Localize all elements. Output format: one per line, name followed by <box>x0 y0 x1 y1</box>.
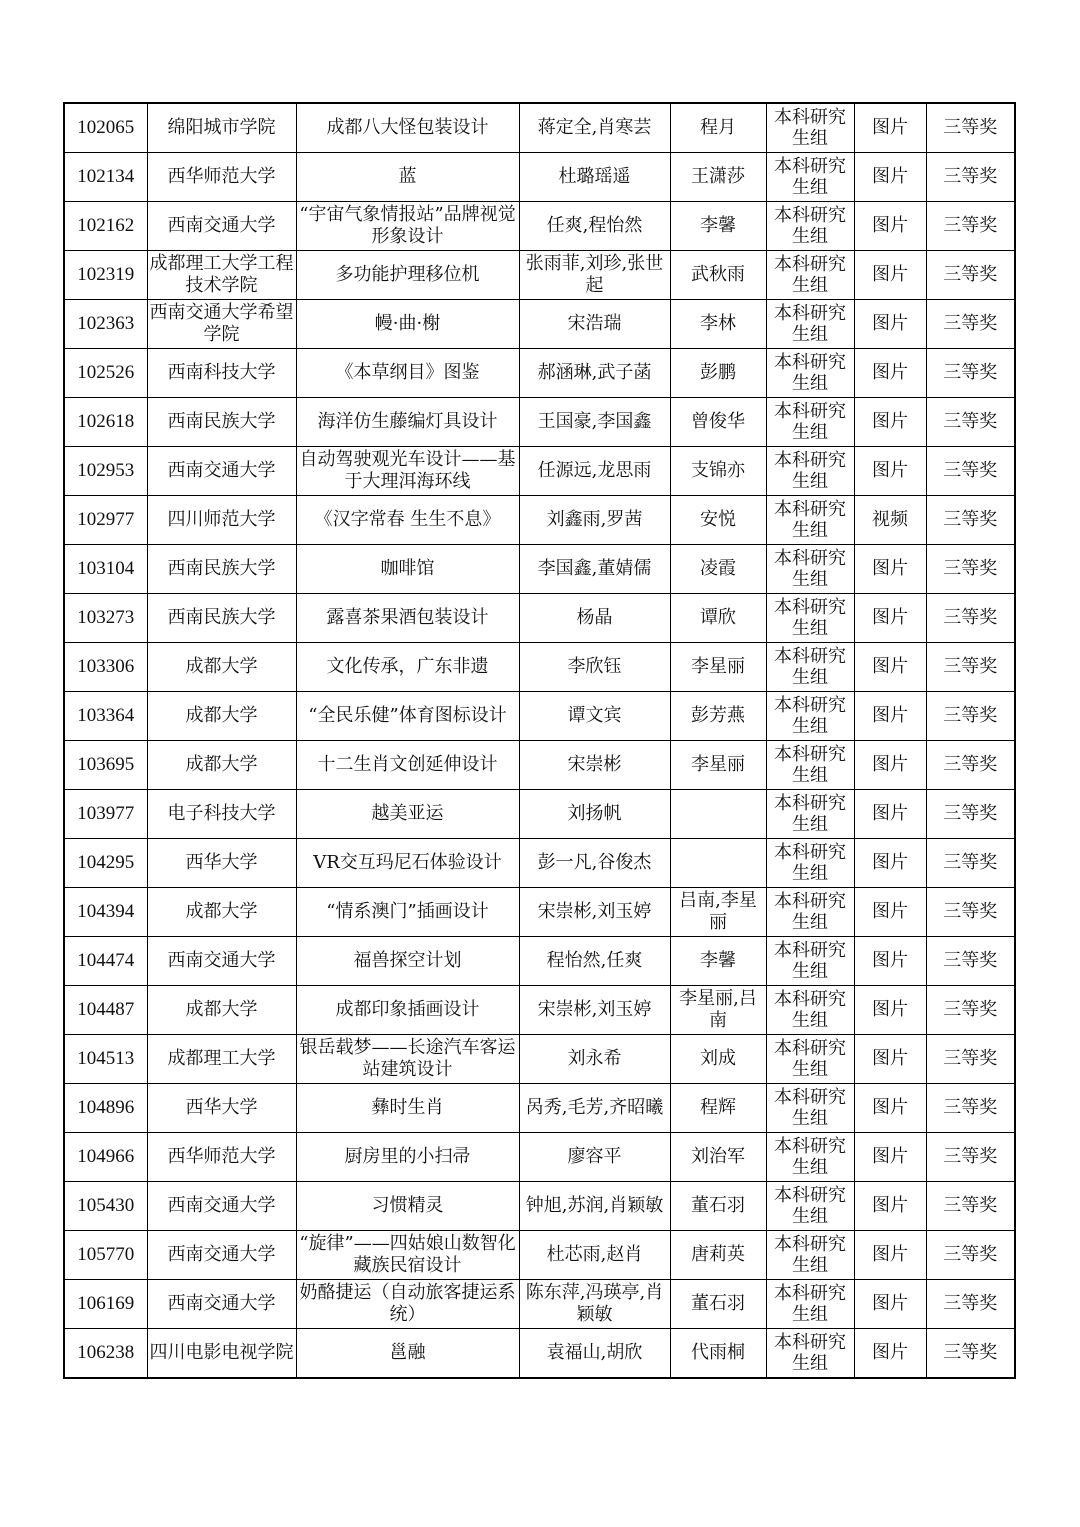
entry-id-cell: 105430 <box>64 1182 147 1231</box>
authors-cell: 彭一凡,谷俊杰 <box>519 839 670 888</box>
table-row <box>64 790 1015 839</box>
authors-cell: 陈东萍,冯瑛亭,肖颖敏 <box>519 1280 670 1329</box>
work-title-cell: 成都八大怪包装设计 <box>296 103 519 153</box>
work-title-cell: 咖啡馆 <box>296 545 519 594</box>
group-cell: 本科研究生组 <box>766 349 854 398</box>
advisor-cell: 李馨 <box>670 937 766 986</box>
category-cell: 图片 <box>854 1280 926 1329</box>
entry-id-cell: 102162 <box>64 202 147 251</box>
advisor-cell: 李星丽 <box>670 643 766 692</box>
authors-cell: 呙秀,毛芳,齐昭曦 <box>519 1084 670 1133</box>
group-cell: 本科研究生组 <box>766 1231 854 1280</box>
table-row <box>64 594 1015 643</box>
authors-cell: 张雨菲,刘珍,张世起 <box>519 251 670 300</box>
award-cell: 三等奖 <box>926 888 1015 937</box>
school-cell: 西南民族大学 <box>147 545 296 594</box>
group-cell: 本科研究生组 <box>766 1182 854 1231</box>
authors-cell: 蒋定全,肖寒芸 <box>519 103 670 153</box>
award-cell: 三等奖 <box>926 1182 1015 1231</box>
award-cell: 三等奖 <box>926 153 1015 202</box>
group-cell: 本科研究生组 <box>766 251 854 300</box>
group-cell: 本科研究生组 <box>766 545 854 594</box>
award-cell: 三等奖 <box>926 790 1015 839</box>
group-cell: 本科研究生组 <box>766 594 854 643</box>
award-cell: 三等奖 <box>926 1035 1015 1084</box>
table-row <box>64 398 1015 447</box>
work-title-cell: 邕融 <box>296 1329 519 1379</box>
table-row <box>64 986 1015 1035</box>
award-cell: 三等奖 <box>926 545 1015 594</box>
group-cell: 本科研究生组 <box>766 986 854 1035</box>
advisor-cell: 程辉 <box>670 1084 766 1133</box>
entry-id-cell: 102134 <box>64 153 147 202</box>
work-title-cell: 多功能护理移位机 <box>296 251 519 300</box>
category-cell: 图片 <box>854 692 926 741</box>
entry-id-cell: 104474 <box>64 937 147 986</box>
group-cell: 本科研究生组 <box>766 741 854 790</box>
school-cell: 西华大学 <box>147 839 296 888</box>
authors-cell: 廖容平 <box>519 1133 670 1182</box>
table-row <box>64 692 1015 741</box>
group-cell: 本科研究生组 <box>766 300 854 349</box>
work-title-cell: 十二生肖文创延伸设计 <box>296 741 519 790</box>
advisor-cell <box>670 790 766 839</box>
table-row <box>64 496 1015 545</box>
authors-cell: 钟旭,苏润,肖颖敏 <box>519 1182 670 1231</box>
category-cell: 图片 <box>854 1133 926 1182</box>
work-title-cell: 《本草纲目》图鉴 <box>296 349 519 398</box>
table-row <box>64 1231 1015 1280</box>
entry-id-cell: 104295 <box>64 839 147 888</box>
authors-cell: 宋崇彬,刘玉婷 <box>519 888 670 937</box>
category-cell: 图片 <box>854 349 926 398</box>
school-cell: 西南交通大学 <box>147 937 296 986</box>
authors-cell: 郝涵琳,武子菡 <box>519 349 670 398</box>
award-cell: 三等奖 <box>926 1329 1015 1379</box>
entry-id-cell: 106238 <box>64 1329 147 1379</box>
authors-cell: 李国鑫,董婧儒 <box>519 545 670 594</box>
entry-id-cell: 102526 <box>64 349 147 398</box>
advisor-cell: 彭鹏 <box>670 349 766 398</box>
group-cell: 本科研究生组 <box>766 1329 854 1379</box>
school-cell: 西南交通大学 <box>147 447 296 496</box>
work-title-cell: 厨房里的小扫帚 <box>296 1133 519 1182</box>
school-cell: 成都大学 <box>147 692 296 741</box>
work-title-cell: 幔·曲·榭 <box>296 300 519 349</box>
table-row <box>64 251 1015 300</box>
authors-cell: 宋浩瑞 <box>519 300 670 349</box>
advisor-cell: 程月 <box>670 103 766 153</box>
group-cell: 本科研究生组 <box>766 888 854 937</box>
advisor-cell: 彭芳燕 <box>670 692 766 741</box>
school-cell: 西南民族大学 <box>147 594 296 643</box>
advisor-cell: 刘治军 <box>670 1133 766 1182</box>
table-row <box>64 349 1015 398</box>
award-cell: 三等奖 <box>926 1133 1015 1182</box>
school-cell: 四川师范大学 <box>147 496 296 545</box>
table-row <box>64 741 1015 790</box>
entry-id-cell: 104896 <box>64 1084 147 1133</box>
award-cell: 三等奖 <box>926 300 1015 349</box>
authors-cell: 任源远,龙思雨 <box>519 447 670 496</box>
work-title-cell: VR交互玛尼石体验设计 <box>296 839 519 888</box>
group-cell: 本科研究生组 <box>766 839 854 888</box>
award-cell: 三等奖 <box>926 349 1015 398</box>
group-cell: 本科研究生组 <box>766 643 854 692</box>
authors-cell: 刘扬帆 <box>519 790 670 839</box>
category-cell: 图片 <box>854 103 926 153</box>
table-row <box>64 300 1015 349</box>
work-title-cell: 成都印象插画设计 <box>296 986 519 1035</box>
category-cell: 图片 <box>854 594 926 643</box>
advisor-cell: 李林 <box>670 300 766 349</box>
category-cell: 图片 <box>854 790 926 839</box>
group-cell: 本科研究生组 <box>766 1035 854 1084</box>
award-cell: 三等奖 <box>926 447 1015 496</box>
group-cell: 本科研究生组 <box>766 790 854 839</box>
entry-id-cell: 103306 <box>64 643 147 692</box>
work-title-cell: “情系澳门”插画设计 <box>296 888 519 937</box>
authors-cell: 宋崇彬 <box>519 741 670 790</box>
advisor-cell: 刘成 <box>670 1035 766 1084</box>
category-cell: 图片 <box>854 1182 926 1231</box>
school-cell: 成都大学 <box>147 643 296 692</box>
advisor-cell: 吕南,李星丽 <box>670 888 766 937</box>
school-cell: 电子科技大学 <box>147 790 296 839</box>
entry-id-cell: 102618 <box>64 398 147 447</box>
advisor-cell: 唐莉英 <box>670 1231 766 1280</box>
advisor-cell: 李星丽,吕南 <box>670 986 766 1035</box>
group-cell: 本科研究生组 <box>766 103 854 153</box>
school-cell: 西华大学 <box>147 1084 296 1133</box>
entry-id-cell: 104513 <box>64 1035 147 1084</box>
award-table <box>63 102 1016 1379</box>
entry-id-cell: 104487 <box>64 986 147 1035</box>
entry-id-cell: 105770 <box>64 1231 147 1280</box>
school-cell: 西南科技大学 <box>147 349 296 398</box>
category-cell: 图片 <box>854 937 926 986</box>
group-cell: 本科研究生组 <box>766 692 854 741</box>
school-cell: 成都大学 <box>147 986 296 1035</box>
category-cell: 图片 <box>854 986 926 1035</box>
group-cell: 本科研究生组 <box>766 398 854 447</box>
table-row <box>64 1280 1015 1329</box>
award-cell: 三等奖 <box>926 103 1015 153</box>
entry-id-cell: 103364 <box>64 692 147 741</box>
table-row <box>64 1035 1015 1084</box>
category-cell: 图片 <box>854 1035 926 1084</box>
entry-id-cell: 103977 <box>64 790 147 839</box>
authors-cell: 程怡然,任爽 <box>519 937 670 986</box>
category-cell: 图片 <box>854 447 926 496</box>
school-cell: 西南交通大学 <box>147 202 296 251</box>
award-cell: 三等奖 <box>926 1280 1015 1329</box>
category-cell: 图片 <box>854 1329 926 1379</box>
school-cell: 绵阳城市学院 <box>147 103 296 153</box>
table-row <box>64 545 1015 594</box>
entry-id-cell: 102977 <box>64 496 147 545</box>
school-cell: 西南交通大学 <box>147 1231 296 1280</box>
advisor-cell: 曾俊华 <box>670 398 766 447</box>
group-cell: 本科研究生组 <box>766 447 854 496</box>
award-cell: 三等奖 <box>926 986 1015 1035</box>
work-title-cell: 《汉字常春 生生不息》 <box>296 496 519 545</box>
table-row <box>64 937 1015 986</box>
entry-id-cell: 102363 <box>64 300 147 349</box>
work-title-cell: “旋律”——四姑娘山数智化藏族民宿设计 <box>296 1231 519 1280</box>
school-cell: 成都理工大学 <box>147 1035 296 1084</box>
group-cell: 本科研究生组 <box>766 496 854 545</box>
group-cell: 本科研究生组 <box>766 1133 854 1182</box>
authors-cell: 杨晶 <box>519 594 670 643</box>
award-cell: 三等奖 <box>926 594 1015 643</box>
advisor-cell: 董石羽 <box>670 1182 766 1231</box>
school-cell: 西南交通大学 <box>147 1182 296 1231</box>
category-cell: 图片 <box>854 1231 926 1280</box>
award-cell: 三等奖 <box>926 692 1015 741</box>
school-cell: 西华师范大学 <box>147 153 296 202</box>
work-title-cell: 越美亚运 <box>296 790 519 839</box>
category-cell: 图片 <box>854 300 926 349</box>
entry-id-cell: 103695 <box>64 741 147 790</box>
group-cell: 本科研究生组 <box>766 1280 854 1329</box>
advisor-cell: 武秋雨 <box>670 251 766 300</box>
work-title-cell: 奶酪捷运（自动旅客捷运系统） <box>296 1280 519 1329</box>
table-row <box>64 202 1015 251</box>
entry-id-cell: 104966 <box>64 1133 147 1182</box>
category-cell: 图片 <box>854 153 926 202</box>
category-cell: 视频 <box>854 496 926 545</box>
work-title-cell: 银岳载梦——长途汽车客运站建筑设计 <box>296 1035 519 1084</box>
school-cell: 西南民族大学 <box>147 398 296 447</box>
authors-cell: 王国豪,李国鑫 <box>519 398 670 447</box>
award-cell: 三等奖 <box>926 251 1015 300</box>
advisor-cell: 董石羽 <box>670 1280 766 1329</box>
award-cell: 三等奖 <box>926 839 1015 888</box>
award-cell: 三等奖 <box>926 643 1015 692</box>
advisor-cell: 李馨 <box>670 202 766 251</box>
award-cell: 三等奖 <box>926 202 1015 251</box>
work-title-cell: 文化传承，广东非遗 <box>296 643 519 692</box>
table-body <box>64 103 1015 1378</box>
entry-id-cell: 102319 <box>64 251 147 300</box>
category-cell: 图片 <box>854 888 926 937</box>
advisor-cell: 支锦亦 <box>670 447 766 496</box>
school-cell: 成都理工大学工程技术学院 <box>147 251 296 300</box>
school-cell: 西华师范大学 <box>147 1133 296 1182</box>
authors-cell: 宋崇彬,刘玉婷 <box>519 986 670 1035</box>
advisor-cell: 凌霞 <box>670 545 766 594</box>
table-row <box>64 888 1015 937</box>
work-title-cell: 福兽探空计划 <box>296 937 519 986</box>
group-cell: 本科研究生组 <box>766 1084 854 1133</box>
advisor-cell <box>670 839 766 888</box>
category-cell: 图片 <box>854 839 926 888</box>
category-cell: 图片 <box>854 202 926 251</box>
entry-id-cell: 103273 <box>64 594 147 643</box>
category-cell: 图片 <box>854 251 926 300</box>
award-cell: 三等奖 <box>926 937 1015 986</box>
authors-cell: 谭文宾 <box>519 692 670 741</box>
advisor-cell: 代雨桐 <box>670 1329 766 1379</box>
school-cell: 成都大学 <box>147 888 296 937</box>
advisor-cell: 安悦 <box>670 496 766 545</box>
entry-id-cell: 106169 <box>64 1280 147 1329</box>
work-title-cell: 蓝 <box>296 153 519 202</box>
school-cell: 西南交通大学希望学院 <box>147 300 296 349</box>
category-cell: 图片 <box>854 398 926 447</box>
category-cell: 图片 <box>854 643 926 692</box>
advisor-cell: 谭欣 <box>670 594 766 643</box>
authors-cell: 杜璐瑶遥 <box>519 153 670 202</box>
award-cell: 三等奖 <box>926 398 1015 447</box>
award-cell: 三等奖 <box>926 1084 1015 1133</box>
table-row <box>64 447 1015 496</box>
school-cell: 西南交通大学 <box>147 1280 296 1329</box>
authors-cell: 刘鑫雨,罗茜 <box>519 496 670 545</box>
work-title-cell: 习惯精灵 <box>296 1182 519 1231</box>
authors-cell: 李欣钰 <box>519 643 670 692</box>
category-cell: 图片 <box>854 1084 926 1133</box>
authors-cell: 杜芯雨,赵肖 <box>519 1231 670 1280</box>
award-cell: 三等奖 <box>926 1231 1015 1280</box>
work-title-cell: 露喜茶果酒包装设计 <box>296 594 519 643</box>
school-cell: 成都大学 <box>147 741 296 790</box>
school-cell: 四川电影电视学院 <box>147 1329 296 1379</box>
authors-cell: 刘永希 <box>519 1035 670 1084</box>
work-title-cell: “全民乐健”体育图标设计 <box>296 692 519 741</box>
authors-cell: 袁福山,胡欣 <box>519 1329 670 1379</box>
award-cell: 三等奖 <box>926 741 1015 790</box>
category-cell: 图片 <box>854 741 926 790</box>
work-title-cell: 自动驾驶观光车设计——基于大理洱海环线 <box>296 447 519 496</box>
award-cell: 三等奖 <box>926 496 1015 545</box>
group-cell: 本科研究生组 <box>766 153 854 202</box>
entry-id-cell: 102953 <box>64 447 147 496</box>
entry-id-cell: 103104 <box>64 545 147 594</box>
work-title-cell: 彝时生肖 <box>296 1084 519 1133</box>
table-row <box>64 103 1015 153</box>
group-cell: 本科研究生组 <box>766 202 854 251</box>
advisor-cell: 李星丽 <box>670 741 766 790</box>
table-row <box>64 1084 1015 1133</box>
table-row <box>64 1133 1015 1182</box>
work-title-cell: 海洋仿生藤编灯具设计 <box>296 398 519 447</box>
table-row <box>64 643 1015 692</box>
authors-cell: 任爽,程怡然 <box>519 202 670 251</box>
advisor-cell: 王潇莎 <box>670 153 766 202</box>
table-row <box>64 1329 1015 1379</box>
category-cell: 图片 <box>854 545 926 594</box>
table-row <box>64 839 1015 888</box>
group-cell: 本科研究生组 <box>766 937 854 986</box>
work-title-cell: “宇宙气象情报站”品牌视觉形象设计 <box>296 202 519 251</box>
table-row <box>64 153 1015 202</box>
entry-id-cell: 102065 <box>64 103 147 153</box>
table-row <box>64 1182 1015 1231</box>
entry-id-cell: 104394 <box>64 888 147 937</box>
